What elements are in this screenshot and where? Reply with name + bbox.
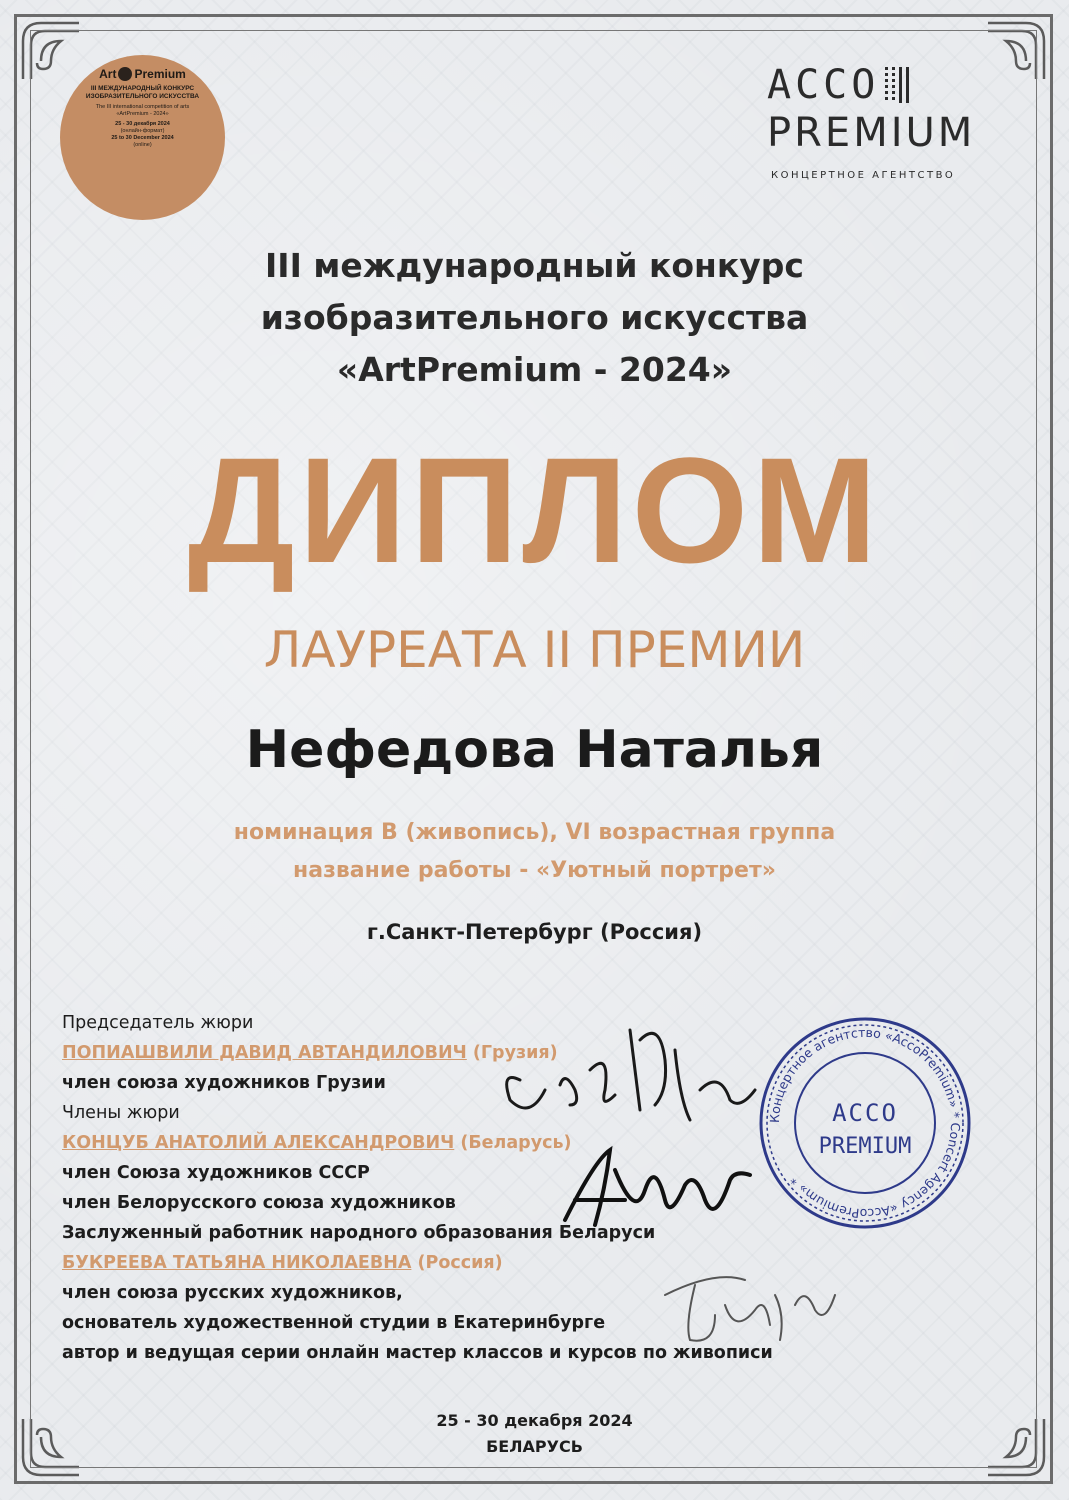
jury-chair-country: (Грузия) xyxy=(472,1043,558,1063)
badge-line: III МЕЖДУНАРОДНЫЙ КОНКУРС xyxy=(90,85,195,92)
title-line: «ArtPremium - 2024» xyxy=(336,350,733,389)
jury-chair-label: Председатель жюри xyxy=(62,1013,254,1033)
recipient-city: г.Санкт-Петербург (Россия) xyxy=(366,920,703,944)
title-line: изобразительного искусства xyxy=(260,298,809,337)
artwork-title: название работы - «Уютный портрет» xyxy=(293,858,776,883)
jury-member-country: (Беларусь) xyxy=(460,1133,572,1153)
footer-country: БЕЛАРУСЬ xyxy=(486,1437,583,1456)
badge-line: «ArtPremium - 2024» xyxy=(116,111,169,117)
badge-line: (онлайн-формат) xyxy=(120,128,165,134)
jury-member-country: (Россия) xyxy=(417,1253,503,1273)
jury-member-role: член союза русских художников, xyxy=(62,1283,403,1303)
signature-icon xyxy=(490,1010,770,1140)
logo-text-left: Art xyxy=(99,67,117,81)
barcode-icon xyxy=(885,67,909,103)
agency-stamp xyxy=(755,1013,975,1233)
stamp-center-bottom: PREMIUM xyxy=(818,1134,912,1159)
footer-dates: 25 - 30 декабря 2024 xyxy=(436,1411,633,1430)
competition-badge xyxy=(60,55,225,220)
diploma-heading: ДИПЛОМ xyxy=(187,426,882,594)
jury-member-role: основатель художественной студии в Екатеринбурге xyxy=(62,1313,606,1333)
stamp-center-top: ACCO xyxy=(832,1099,898,1127)
agency-logo-acco: ACCO xyxy=(767,62,880,108)
agency-logo-premium: PREMIUM xyxy=(767,110,976,156)
badge-line: ИЗОБРАЗИТЕЛЬНОГО ИСКУССТВА xyxy=(85,93,200,100)
film-reel-icon xyxy=(118,67,132,81)
jury-members-label: Члены жюри xyxy=(62,1103,180,1123)
stamp-ring-text: Концертное агентство «AccoPremium» * Concert Agency «AccoPremium» * xyxy=(766,1024,964,1222)
footer xyxy=(0,1408,1069,1460)
competition-title xyxy=(0,240,1069,396)
recipient-name: Нефедова Наталья xyxy=(245,720,824,780)
badge-line: (online) xyxy=(133,142,152,148)
artpremium-logo xyxy=(60,67,225,81)
badge-line: 25 to 30 December 2024 xyxy=(111,135,174,141)
badge-line: 25 - 30 декабря 2024 xyxy=(115,121,170,127)
jury-chair-name: ПОПИАШВИЛИ ДАВИД АВТАНДИЛОВИЧ xyxy=(62,1043,467,1063)
jury-member-role: член Союза художников СССР xyxy=(62,1163,370,1183)
badge-dates xyxy=(60,121,225,149)
agency-subtitle: КОНЦЕРТНОЕ АГЕНТСТВО xyxy=(771,170,956,181)
jury-member-role: автор и ведущая серии онлайн мастер классов и курсов по живописи xyxy=(62,1343,773,1363)
jury-member-role: Заслуженный работник народного образования Беларуси xyxy=(62,1223,656,1243)
title-line: III международный конкурс xyxy=(265,246,804,285)
signature-icon xyxy=(555,1130,755,1240)
jury-member-role: член Белорусского союза художников xyxy=(62,1193,456,1213)
badge-subtitle xyxy=(60,104,225,118)
jury-member-name: БУКРЕЕВА ТАТЬЯНА НИКОЛАЕВНА xyxy=(62,1253,412,1273)
nomination-block xyxy=(0,814,1069,890)
logo-text-right: Premium xyxy=(134,67,186,81)
jury-chair-role: член союза художников Грузии xyxy=(62,1073,386,1093)
jury-member-name: КОНЦУБ АНАТОЛИЙ АЛЕКСАНДРОВИЧ xyxy=(62,1133,455,1153)
agency-logo xyxy=(767,62,982,181)
signature-icon xyxy=(655,1255,845,1355)
award-level: ЛАУРЕАТА II ПРЕМИИ xyxy=(263,621,806,679)
badge-line: The III international competition of arts xyxy=(95,104,190,110)
badge-title xyxy=(60,85,225,101)
nomination-category: номинация В (живопись), VI возрастная группа xyxy=(233,820,836,845)
